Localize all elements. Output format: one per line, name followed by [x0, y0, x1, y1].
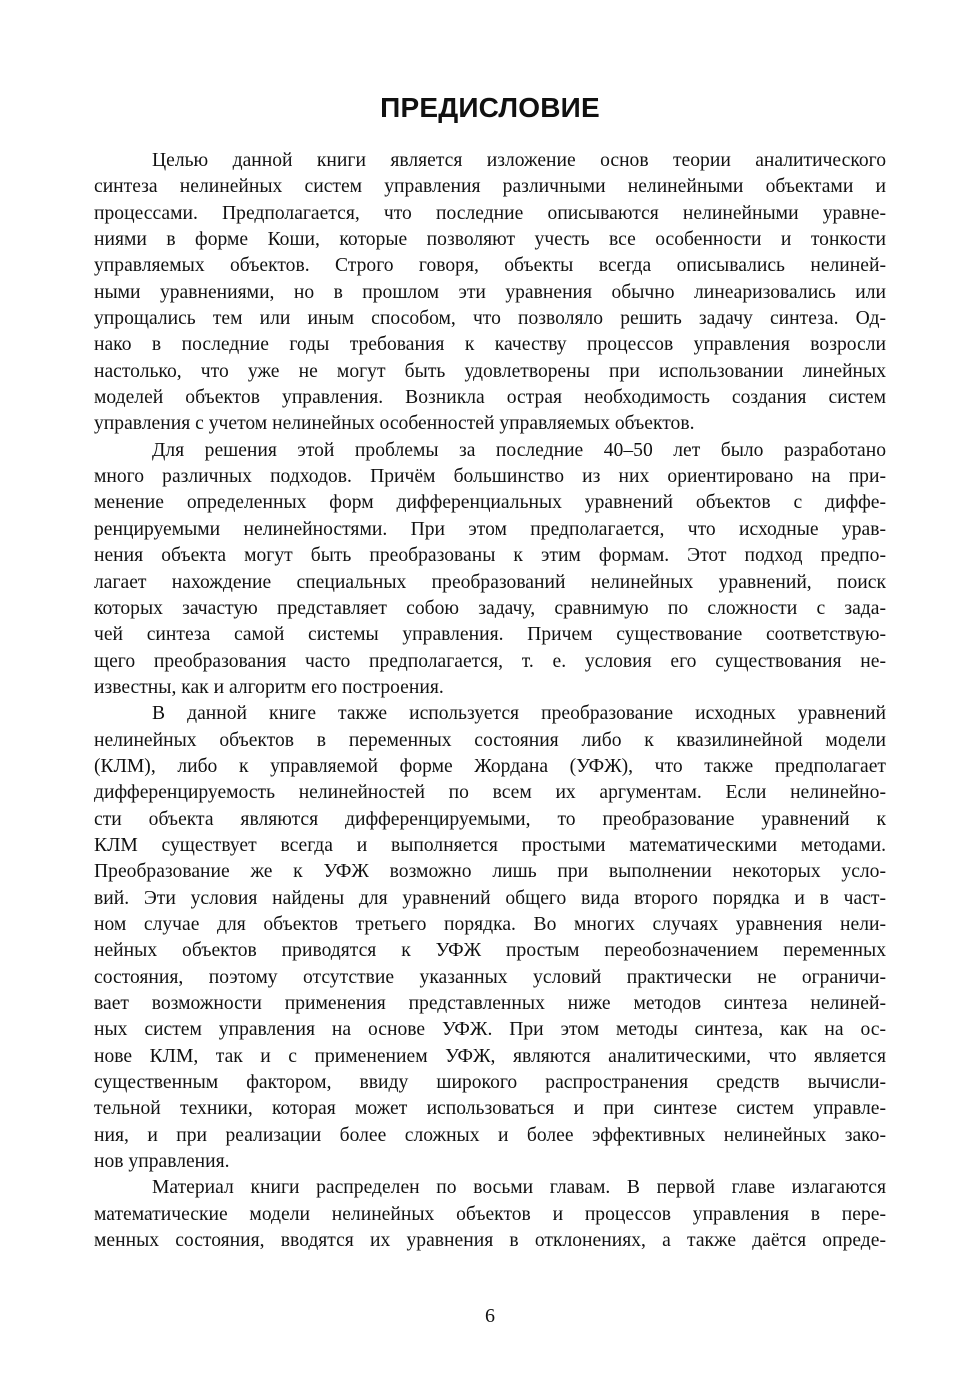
paragraph-line: Материал книги распределен по восьми главам. В первой главе излагаются: [152, 1177, 886, 1199]
paragraph-line: тельной техники, которая может использоваться и при синтезе систем управле-: [94, 1098, 886, 1120]
paragraph-line: состояния, поэтому отсутствие указанных условий практически не ограничи-: [94, 966, 886, 988]
paragraph-line: В данной книге также используется преобразование исходных уравнений: [152, 703, 886, 725]
paragraph-line: менение определенных форм дифференциальных уравнений объектов с диффе-: [94, 492, 886, 514]
paragraph-line: ными уравнениями, но в прошлом эти уравнения обычно линеаризовались или: [94, 281, 886, 303]
paragraph-line: сти объекта являются дифференцируемыми, то преобразование уравнений к: [94, 808, 886, 830]
paragraph-line: синтеза нелинейных систем управления различными нелинейными объектами и: [94, 176, 886, 198]
paragraph-line: известны, как и алгоритм его построения.: [94, 676, 444, 698]
paragraph-line: лагает нахождение специальных преобразований нелинейных уравнений, поиск: [94, 571, 886, 593]
paragraph-line: ренцируемыми нелинейностями. При этом предполагается, что исходные урав-: [94, 518, 886, 540]
paragraph-line: КЛМ существует всегда и выполняется простыми математическими методами.: [94, 834, 886, 856]
paragraph-line: менных состояния, вводятся их уравнения в отклонениях, а также даётся опреде-: [94, 1230, 886, 1252]
paragraph-line: нения объекта могут быть преобразованы к этим формам. Этот подход предпо-: [94, 545, 886, 567]
paragraph-line: (КЛМ), либо к управляемой форме Жордана (УФЖ), что также предполагает: [94, 755, 886, 777]
paragraph-line: вает возможности применения представленных ниже методов синтеза нелиней-: [94, 993, 886, 1014]
paragraph-line: Преобразование же к УФЖ возможно лишь при выполнении некоторых усло-: [94, 861, 886, 883]
paragraph-line: ном случае для объектов третьего порядка. Во многих случаях уравнения нели-: [94, 913, 886, 935]
paragraph-line: процессами. Предполагается, что последние описываются нелинейными уравне-: [94, 202, 886, 224]
paragraph-line: щего преобразования часто предполагается, т. е. условия его существования не-: [94, 650, 886, 672]
paragraph: [94, 1175, 886, 1254]
paragraph-line: которых зачастую представляет собою задачу, сравнимую по сложности с зада-: [94, 597, 886, 619]
paragraph-line: Целью данной книги является изложение основ теории аналитического: [152, 150, 886, 171]
paragraph-line: нейных объектов приводятся к УФЖ простым переобозначением переменных: [94, 940, 886, 962]
paragraph-line: моделей объектов управления. Возникла острая необходимость создания систем: [94, 387, 886, 409]
paragraph-line: много различных подходов. Причём большинство из них ориентировано на при-: [94, 466, 886, 488]
paragraph-line: ниями в форме Коши, которые позволяют учесть все особенности и тонкости: [94, 229, 886, 251]
paragraph-line: нелинейных объектов в переменных состояния либо к квазилинейной модели: [94, 729, 886, 751]
paragraph-line: математические модели нелинейных объектов и процессов управления в пере-: [94, 1203, 886, 1225]
paragraph-line: ных систем управления на основе УФЖ. При этом методы синтеза, как на ос-: [94, 1019, 886, 1041]
body-text: [94, 148, 886, 1254]
paragraph-line: существенным фактором, ввиду широкого распространения средств вычисли-: [94, 1072, 886, 1094]
page-title: ПРЕДИСЛОВИЕ: [380, 92, 600, 123]
paragraph: [94, 438, 886, 701]
paragraph-line: ния, и при реализации более сложных и более эффективных нелинейных зако-: [94, 1124, 886, 1146]
paragraph-line: дифференцируемость нелинейностей по всем их аргументам. Если нелинейно-: [94, 782, 886, 804]
paragraph: [94, 148, 886, 438]
paragraph-line: нове КЛМ, так и с применением УФЖ, являются аналитическими, что является: [94, 1045, 886, 1067]
paragraph: [94, 701, 886, 1175]
paragraph-line: нов управления.: [94, 1151, 230, 1173]
paragraph-line: настолько, что уже не могут быть удовлетворены при использовании линейных: [94, 360, 886, 382]
paragraph-line: упрощались тем или иным способом, что позволяло решить задачу синтеза. Од-: [94, 308, 886, 330]
paragraph-line: чей синтеза самой системы управления. Причем существование соответствую-: [94, 624, 886, 646]
page-number: 6: [485, 1305, 495, 1327]
paragraph-line: управляемых объектов. Строго говоря, объекты всегда описывались нелиней-: [94, 255, 886, 277]
paragraph-line: Для решения этой проблемы за последние 40–50 лет было разработано: [152, 439, 886, 461]
paragraph-line: вий. Эти условия найдены для уравнений общего вида второго порядка и в част-: [94, 887, 886, 909]
paragraph-line: нако в последние годы требования к качеству процессов управления возросли: [94, 334, 886, 356]
paragraph-line: управления с учетом нелинейных особенностей управляемых объектов.: [94, 413, 695, 435]
